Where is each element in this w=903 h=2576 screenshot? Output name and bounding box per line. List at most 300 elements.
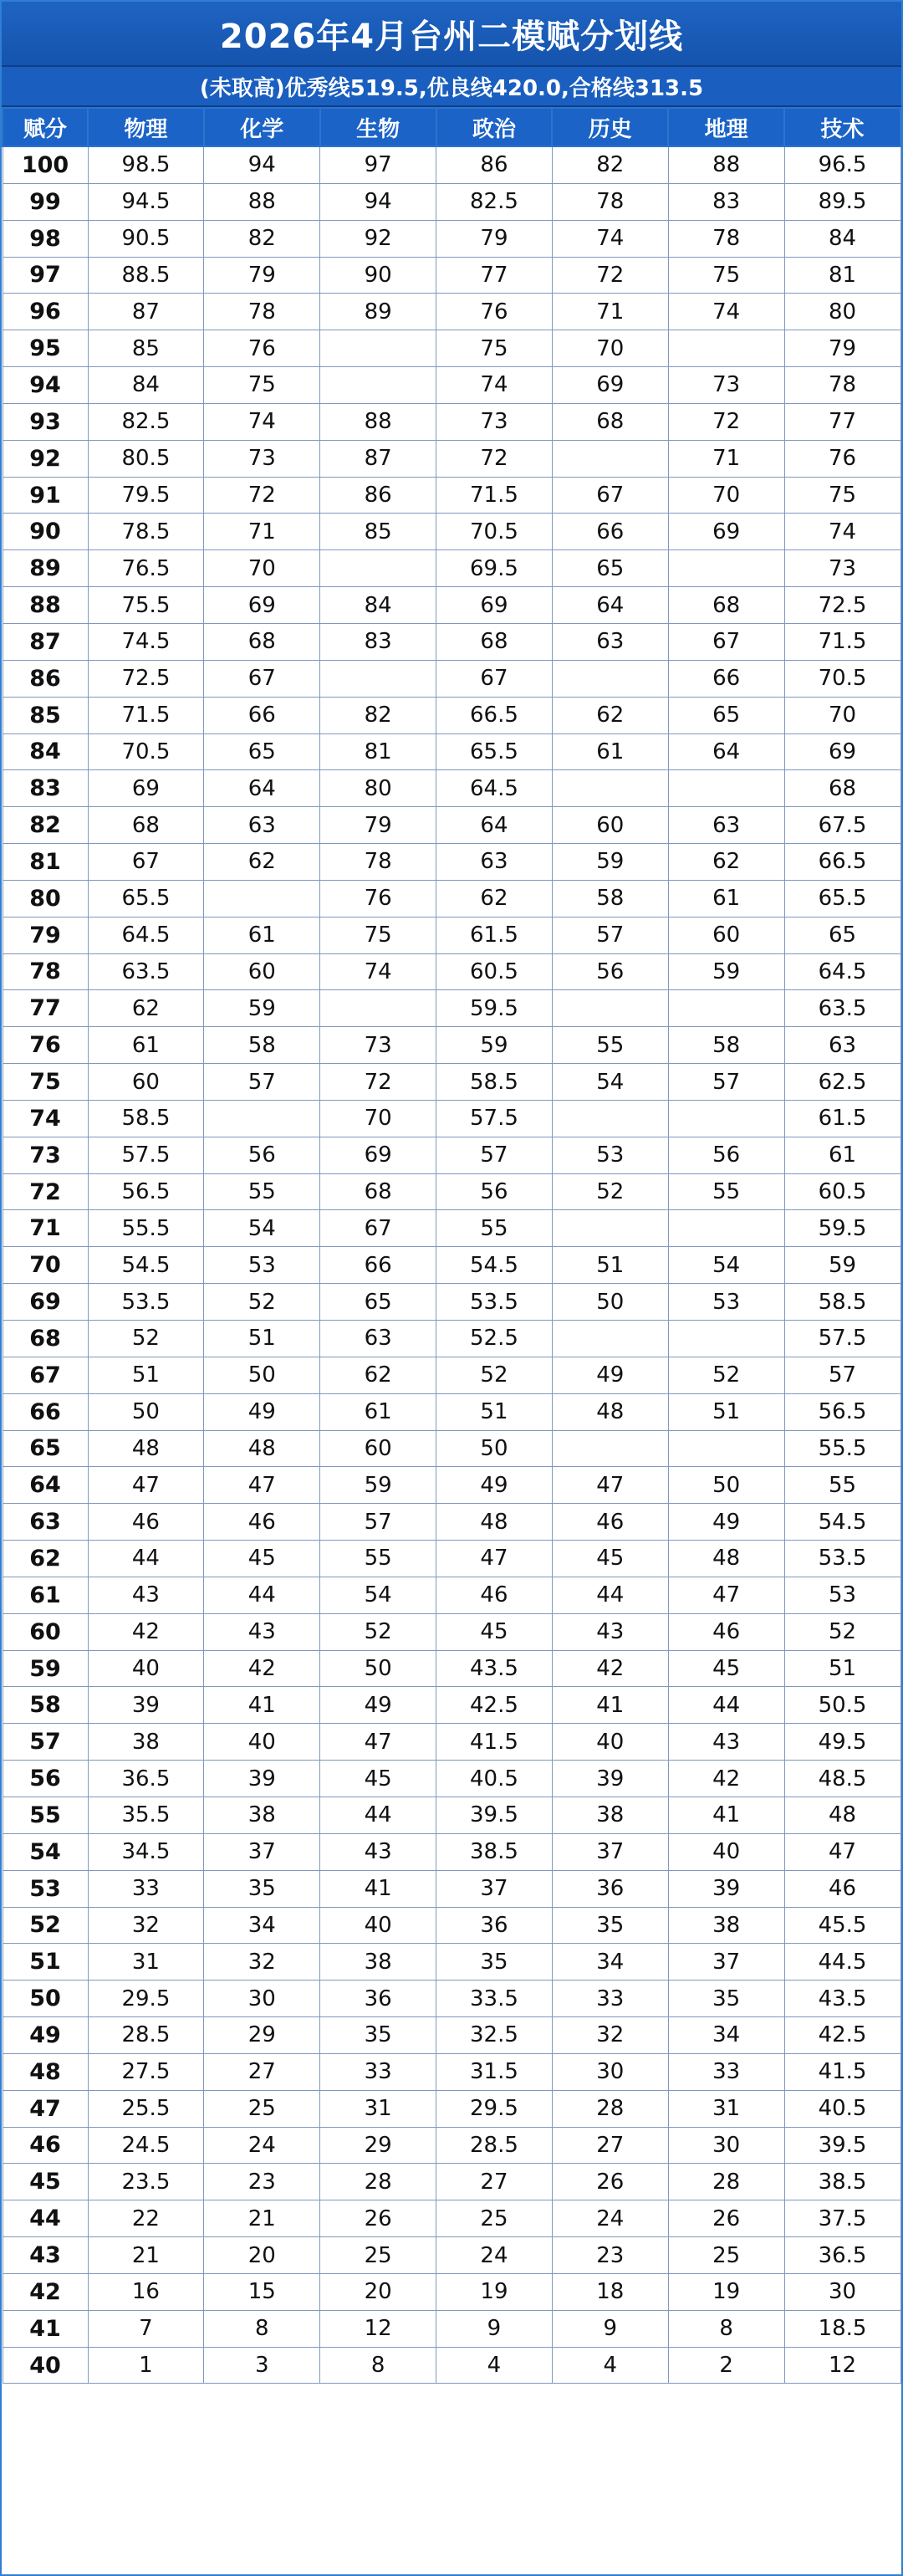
cell-geography: 74 — [668, 294, 784, 330]
table-row — [3, 1577, 900, 1613]
cell-history — [552, 660, 668, 697]
cell-geography: 75 — [668, 257, 784, 294]
cell-technology: 75 — [784, 477, 900, 514]
cell-chemistry: 29 — [204, 2017, 320, 2054]
cell-biology: 60 — [320, 1430, 436, 1467]
cell-score: 88 — [3, 587, 88, 624]
cell-chemistry: 73 — [204, 440, 320, 477]
cell-physics: 55.5 — [88, 1210, 204, 1247]
cell-technology: 38.5 — [784, 2164, 900, 2200]
cell-biology: 82 — [320, 697, 436, 733]
table-row — [3, 770, 900, 807]
cell-geography: 35 — [668, 1981, 784, 2017]
cell-chemistry: 76 — [204, 330, 320, 367]
cell-biology: 88 — [320, 403, 436, 440]
cell-physics: 76.5 — [88, 550, 204, 587]
cell-geography: 61 — [668, 880, 784, 917]
cell-politics: 32.5 — [436, 2017, 553, 2054]
cell-chemistry — [204, 880, 320, 917]
cell-physics: 70.5 — [88, 733, 204, 770]
cell-geography: 34 — [668, 2017, 784, 2054]
cell-geography: 48 — [668, 1541, 784, 1577]
cell-score: 62 — [3, 1541, 88, 1577]
cell-politics: 27 — [436, 2164, 553, 2200]
cell-technology: 69 — [784, 733, 900, 770]
cell-physics: 40 — [88, 1650, 204, 1687]
cell-politics: 64 — [436, 807, 553, 844]
cell-politics: 61.5 — [436, 917, 553, 953]
table-row — [3, 550, 900, 587]
page-subtitle: (未取高)优秀线519.5,优良线420.0,合格线313.5 — [2, 67, 901, 107]
cell-biology: 49 — [320, 1687, 436, 1724]
cell-geography: 39 — [668, 1870, 784, 1907]
table-row — [3, 440, 900, 477]
table-row — [3, 1357, 900, 1393]
cell-geography: 19 — [668, 2273, 784, 2310]
cell-chemistry: 15 — [204, 2273, 320, 2310]
cell-history: 53 — [552, 1137, 668, 1173]
cell-biology: 38 — [320, 1944, 436, 1981]
cell-politics: 58.5 — [436, 1064, 553, 1101]
cell-politics: 63 — [436, 844, 553, 881]
cell-geography: 60 — [668, 917, 784, 953]
cell-geography: 26 — [668, 2200, 784, 2237]
cell-biology: 87 — [320, 440, 436, 477]
cell-physics: 1 — [88, 2347, 204, 2384]
cell-chemistry: 56 — [204, 1137, 320, 1173]
cell-chemistry: 53 — [204, 1247, 320, 1284]
cell-score: 72 — [3, 1173, 88, 1210]
cell-history: 68 — [552, 403, 668, 440]
cell-physics: 52 — [88, 1321, 204, 1357]
cell-score: 51 — [3, 1944, 88, 1981]
cell-technology: 52 — [784, 1613, 900, 1650]
cell-politics: 76 — [436, 294, 553, 330]
cell-politics: 52.5 — [436, 1321, 553, 1357]
cell-technology: 57.5 — [784, 1321, 900, 1357]
cell-chemistry: 39 — [204, 1761, 320, 1797]
cell-history: 64 — [552, 587, 668, 624]
cell-physics: 69 — [88, 770, 204, 807]
cell-history — [552, 770, 668, 807]
table-row — [3, 330, 900, 367]
cell-politics: 59 — [436, 1027, 553, 1064]
cell-biology: 45 — [320, 1761, 436, 1797]
cell-geography: 55 — [668, 1173, 784, 1210]
cell-history — [552, 1100, 668, 1137]
cell-history: 50 — [552, 1284, 668, 1321]
cell-score: 90 — [3, 514, 88, 550]
cell-history: 41 — [552, 1687, 668, 1724]
table-row — [3, 990, 900, 1027]
cell-score: 70 — [3, 1247, 88, 1284]
cell-physics: 27.5 — [88, 2053, 204, 2090]
cell-physics: 33 — [88, 1870, 204, 1907]
table-row — [3, 1027, 900, 1064]
cell-technology: 63.5 — [784, 990, 900, 1027]
cell-geography: 44 — [668, 1687, 784, 1724]
cell-technology: 80 — [784, 294, 900, 330]
cell-technology: 56.5 — [784, 1393, 900, 1430]
cell-chemistry: 3 — [204, 2347, 320, 2384]
cell-biology: 63 — [320, 1321, 436, 1357]
cell-technology: 66.5 — [784, 844, 900, 881]
cell-chemistry: 45 — [204, 1541, 320, 1577]
cell-biology: 33 — [320, 2053, 436, 2090]
table-row — [3, 1650, 900, 1687]
cell-physics: 56.5 — [88, 1173, 204, 1210]
cell-physics: 7 — [88, 2310, 204, 2347]
cell-chemistry: 59 — [204, 990, 320, 1027]
cell-biology: 75 — [320, 917, 436, 953]
cell-chemistry: 60 — [204, 953, 320, 990]
cell-politics: 45 — [436, 1613, 553, 1650]
cell-geography: 54 — [668, 1247, 784, 1284]
table-row — [3, 733, 900, 770]
cell-physics: 71.5 — [88, 697, 204, 733]
table-row — [3, 2090, 900, 2127]
cell-physics: 51 — [88, 1357, 204, 1393]
table-row — [3, 1137, 900, 1173]
cell-politics: 54.5 — [436, 1247, 553, 1284]
cell-history: 27 — [552, 2127, 668, 2164]
cell-history: 72 — [552, 257, 668, 294]
cell-score: 50 — [3, 1981, 88, 2017]
cell-technology: 48 — [784, 1797, 900, 1833]
table-row — [3, 2273, 900, 2310]
cell-chemistry: 57 — [204, 1064, 320, 1101]
cell-chemistry: 47 — [204, 1467, 320, 1504]
cell-politics: 67 — [436, 660, 553, 697]
cell-score: 86 — [3, 660, 88, 697]
cell-biology: 84 — [320, 587, 436, 624]
cell-geography: 40 — [668, 1833, 784, 1870]
cell-history: 60 — [552, 807, 668, 844]
cell-chemistry: 23 — [204, 2164, 320, 2200]
cell-chemistry: 61 — [204, 917, 320, 953]
cell-chemistry: 71 — [204, 514, 320, 550]
cell-politics: 29.5 — [436, 2090, 553, 2127]
cell-politics: 73 — [436, 403, 553, 440]
table-row — [3, 2127, 900, 2164]
cell-technology: 60.5 — [784, 1173, 900, 1210]
cell-history: 57 — [552, 917, 668, 953]
header-geography: 地理 — [668, 108, 784, 146]
cell-biology: 40 — [320, 1907, 436, 1944]
cell-technology: 61.5 — [784, 1100, 900, 1137]
cell-score: 53 — [3, 1870, 88, 1907]
cell-history: 35 — [552, 1907, 668, 1944]
cell-technology: 40.5 — [784, 2090, 900, 2127]
cell-geography: 51 — [668, 1393, 784, 1430]
cell-score: 46 — [3, 2127, 88, 2164]
cell-physics: 65.5 — [88, 880, 204, 917]
cell-physics: 94.5 — [88, 183, 204, 220]
cell-technology: 57 — [784, 1357, 900, 1393]
cell-physics: 23.5 — [88, 2164, 204, 2200]
table-row — [3, 1907, 900, 1944]
table-row — [3, 1064, 900, 1101]
cell-politics: 41.5 — [436, 1724, 553, 1761]
cell-technology: 37.5 — [784, 2200, 900, 2237]
cell-chemistry: 74 — [204, 403, 320, 440]
cell-technology: 46 — [784, 1870, 900, 1907]
cell-history: 74 — [552, 220, 668, 257]
cell-biology: 97 — [320, 146, 436, 183]
cell-technology: 12 — [784, 2347, 900, 2384]
cell-geography: 38 — [668, 1907, 784, 1944]
cell-geography: 65 — [668, 697, 784, 733]
cell-physics: 38 — [88, 1724, 204, 1761]
cell-chemistry: 38 — [204, 1797, 320, 1833]
cell-chemistry: 94 — [204, 146, 320, 183]
table-row — [3, 1284, 900, 1321]
table-row — [3, 257, 900, 294]
cell-chemistry: 51 — [204, 1321, 320, 1357]
cell-history: 48 — [552, 1393, 668, 1430]
cell-politics: 28.5 — [436, 2127, 553, 2164]
cell-geography: 58 — [668, 1027, 784, 1064]
cell-geography: 78 — [668, 220, 784, 257]
cell-geography: 42 — [668, 1761, 784, 1797]
cell-technology: 89.5 — [784, 183, 900, 220]
cell-chemistry: 67 — [204, 660, 320, 697]
cell-physics: 88.5 — [88, 257, 204, 294]
table-row — [3, 2310, 900, 2347]
cell-score: 76 — [3, 1027, 88, 1064]
cell-politics: 68 — [436, 623, 553, 660]
cell-physics: 39 — [88, 1687, 204, 1724]
cell-biology: 68 — [320, 1173, 436, 1210]
cell-technology: 77 — [784, 403, 900, 440]
cell-biology: 8 — [320, 2347, 436, 2384]
cell-score: 75 — [3, 1064, 88, 1101]
cell-physics: 75.5 — [88, 587, 204, 624]
table-row — [3, 1393, 900, 1430]
cell-technology: 68 — [784, 770, 900, 807]
cell-history: 65 — [552, 550, 668, 587]
cell-biology: 54 — [320, 1577, 436, 1613]
cell-geography — [668, 1321, 784, 1357]
cell-history: 66 — [552, 514, 668, 550]
cell-politics: 86 — [436, 146, 553, 183]
cell-technology: 55.5 — [784, 1430, 900, 1467]
cell-history: 82 — [552, 146, 668, 183]
cell-score: 92 — [3, 440, 88, 477]
table-row — [3, 623, 900, 660]
cell-history — [552, 1430, 668, 1467]
cell-technology: 71.5 — [784, 623, 900, 660]
cell-biology: 62 — [320, 1357, 436, 1393]
cell-biology: 92 — [320, 220, 436, 257]
cell-geography — [668, 330, 784, 367]
cell-biology: 61 — [320, 1393, 436, 1430]
cell-geography: 8 — [668, 2310, 784, 2347]
cell-history: 30 — [552, 2053, 668, 2090]
table-header-row — [3, 108, 900, 146]
cell-score: 63 — [3, 1504, 88, 1541]
cell-score: 41 — [3, 2310, 88, 2347]
cell-technology: 76 — [784, 440, 900, 477]
cell-chemistry: 42 — [204, 1650, 320, 1687]
cell-biology: 57 — [320, 1504, 436, 1541]
cell-biology: 90 — [320, 257, 436, 294]
cell-geography: 46 — [668, 1613, 784, 1650]
table-row — [3, 220, 900, 257]
cell-biology: 65 — [320, 1284, 436, 1321]
cell-technology: 18.5 — [784, 2310, 900, 2347]
cell-politics: 43.5 — [436, 1650, 553, 1687]
cell-politics: 82.5 — [436, 183, 553, 220]
cell-chemistry: 88 — [204, 183, 320, 220]
cell-history — [552, 1321, 668, 1357]
cell-history: 59 — [552, 844, 668, 881]
cell-chemistry: 75 — [204, 367, 320, 404]
cell-score: 79 — [3, 917, 88, 953]
table-row — [3, 477, 900, 514]
cell-physics: 61 — [88, 1027, 204, 1064]
cell-history: 52 — [552, 1173, 668, 1210]
cell-score: 84 — [3, 733, 88, 770]
cell-score: 93 — [3, 403, 88, 440]
cell-biology: 70 — [320, 1100, 436, 1137]
cell-technology: 67.5 — [784, 807, 900, 844]
cell-physics: 43 — [88, 1577, 204, 1613]
cell-geography — [668, 1210, 784, 1247]
cell-chemistry: 30 — [204, 1981, 320, 2017]
cell-physics: 82.5 — [88, 403, 204, 440]
cell-technology: 81 — [784, 257, 900, 294]
cell-chemistry: 35 — [204, 1870, 320, 1907]
cell-politics: 69 — [436, 587, 553, 624]
cell-physics: 78.5 — [88, 514, 204, 550]
cell-biology: 72 — [320, 1064, 436, 1101]
table-row — [3, 1870, 900, 1907]
cell-technology: 78 — [784, 367, 900, 404]
cell-geography: 88 — [668, 146, 784, 183]
cell-biology — [320, 550, 436, 587]
cell-physics: 48 — [88, 1430, 204, 1467]
cell-geography: 53 — [668, 1284, 784, 1321]
cell-history: 40 — [552, 1724, 668, 1761]
cell-score: 69 — [3, 1284, 88, 1321]
cell-biology — [320, 330, 436, 367]
cell-geography: 33 — [668, 2053, 784, 2090]
cell-history — [552, 440, 668, 477]
cell-score: 83 — [3, 770, 88, 807]
table-row — [3, 2164, 900, 2200]
cell-politics: 56 — [436, 1173, 553, 1210]
cell-history: 51 — [552, 1247, 668, 1284]
cell-geography: 59 — [668, 953, 784, 990]
cell-politics: 69.5 — [436, 550, 553, 587]
cell-chemistry: 70 — [204, 550, 320, 587]
cell-chemistry: 63 — [204, 807, 320, 844]
table-row — [3, 1761, 900, 1797]
cell-physics: 87 — [88, 294, 204, 330]
cell-geography: 56 — [668, 1137, 784, 1173]
cell-chemistry: 27 — [204, 2053, 320, 2090]
cell-geography: 64 — [668, 733, 784, 770]
cell-politics: 46 — [436, 1577, 553, 1613]
table-row — [3, 514, 900, 550]
cell-biology: 26 — [320, 2200, 436, 2237]
cell-biology: 85 — [320, 514, 436, 550]
cell-chemistry: 69 — [204, 587, 320, 624]
cell-politics: 53.5 — [436, 1284, 553, 1321]
header-physics: 物理 — [88, 108, 204, 146]
cell-physics: 22 — [88, 2200, 204, 2237]
cell-biology: 12 — [320, 2310, 436, 2347]
cell-technology: 65 — [784, 917, 900, 953]
cell-geography — [668, 770, 784, 807]
cell-biology: 83 — [320, 623, 436, 660]
cell-politics: 33.5 — [436, 1981, 553, 2017]
cell-politics: 38.5 — [436, 1833, 553, 1870]
cell-biology: 44 — [320, 1797, 436, 1833]
cell-chemistry: 68 — [204, 623, 320, 660]
cell-history: 67 — [552, 477, 668, 514]
cell-politics: 4 — [436, 2347, 553, 2384]
cell-score: 95 — [3, 330, 88, 367]
cell-geography: 45 — [668, 1650, 784, 1687]
cell-biology: 80 — [320, 770, 436, 807]
cell-geography: 69 — [668, 514, 784, 550]
table-row — [3, 1504, 900, 1541]
cell-score: 91 — [3, 477, 88, 514]
cell-physics: 35.5 — [88, 1797, 204, 1833]
cell-politics: 51 — [436, 1393, 553, 1430]
cell-politics: 72 — [436, 440, 553, 477]
cell-chemistry: 40 — [204, 1724, 320, 1761]
cell-geography: 71 — [668, 440, 784, 477]
cell-score: 73 — [3, 1137, 88, 1173]
cell-geography: 25 — [668, 2237, 784, 2274]
cell-politics: 40.5 — [436, 1761, 553, 1797]
cell-biology: 81 — [320, 733, 436, 770]
cell-politics: 74 — [436, 367, 553, 404]
cell-technology: 72.5 — [784, 587, 900, 624]
cell-chemistry: 37 — [204, 1833, 320, 1870]
cell-score: 66 — [3, 1393, 88, 1430]
cell-biology: 29 — [320, 2127, 436, 2164]
cell-chemistry: 25 — [204, 2090, 320, 2127]
cell-chemistry: 32 — [204, 1944, 320, 1981]
cell-technology: 36.5 — [784, 2237, 900, 2274]
table-row — [3, 1981, 900, 2017]
cell-history: 58 — [552, 880, 668, 917]
cell-technology: 51 — [784, 1650, 900, 1687]
table-row — [3, 183, 900, 220]
cell-physics: 47 — [88, 1467, 204, 1504]
cell-technology: 84 — [784, 220, 900, 257]
cell-history: 33 — [552, 1981, 668, 2017]
table-row — [3, 697, 900, 733]
cell-technology: 70 — [784, 697, 900, 733]
cell-geography: 28 — [668, 2164, 784, 2200]
cell-physics: 63.5 — [88, 953, 204, 990]
table-row — [3, 146, 900, 183]
cell-score: 71 — [3, 1210, 88, 1247]
cell-technology: 30 — [784, 2273, 900, 2310]
cell-chemistry: 52 — [204, 1284, 320, 1321]
header-history: 历史 — [552, 108, 668, 146]
table-row — [3, 807, 900, 844]
cell-biology: 55 — [320, 1541, 436, 1577]
cell-chemistry: 44 — [204, 1577, 320, 1613]
cell-score: 48 — [3, 2053, 88, 2090]
cell-biology: 94 — [320, 183, 436, 220]
